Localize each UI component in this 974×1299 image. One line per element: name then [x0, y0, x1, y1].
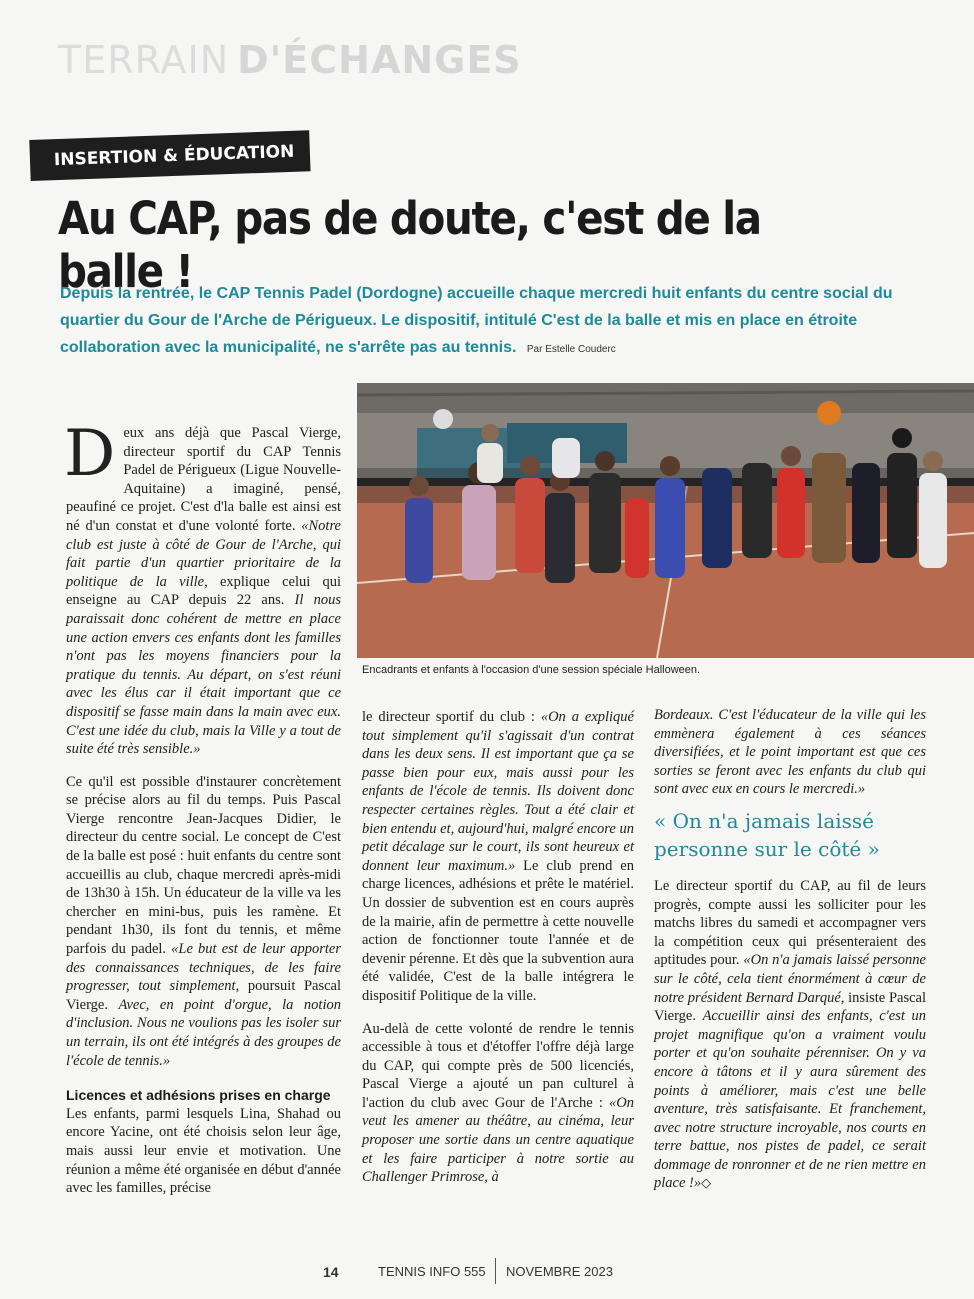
paragraph: [362, 1020, 634, 1187]
paragraph: [64, 417, 341, 759]
rubric-light: TERRAIN: [58, 38, 230, 82]
article-lead: [60, 280, 920, 363]
text-run: poursuit Pascal Vierge.: [66, 978, 341, 1013]
photo-caption: Encadrants et enfants à l'occasion d'une session spéciale Halloween.: [362, 664, 701, 676]
quote-run: Accueillir ainsi des enfants, c'est un projet magnifique qu'on a vraiment voulu porter et qu'on souhaite pérenniser. On y va encore à tâtons et il y aura sûrement des points à améliorer, mais c'est une belle aventure, très satisfaisante. Et franchement, avec notre structure incroyable, nos courts en terre battue, nos pistes de padel, ce serait dommage de ronronner et de ne rien mettre en place !»: [654, 1008, 926, 1192]
quote-run: «On a expliqué tout simplement qu'il s'agissait d'un contrat dans les deux sens. Il est important que ça se passe bien pour eux, mais aussi pour les enfants de l'école de tennis. Ils doivent donc respecter certaines règles. Tout a été clair et bien entendu et, aujourd'hui, malgré encore un petit décalage sur le court, ils sont heureux et donnent leur maximum.»: [362, 709, 634, 874]
section-rubric: [58, 38, 522, 82]
paragraph: Bordeaux. C'est l'éducateur de la ville qui les emmènera également à ces séances diversifiées, et le point important est que ces sorties se feront avec les enfants du club qui sont avec eux en cours le mercredi.»: [654, 707, 926, 798]
quote-run: «On n'a jamais laissé personne sur le côté, cela tient énormément à cœur de notre président Bernard Darqué,: [654, 952, 926, 1006]
article-column-1: [64, 417, 341, 1198]
text-run: Au-delà de cette volonté de rendre le tennis accessible à tous et d'étoffer l'offre déjà large du CAP, qui compte près de 500 licenciés, Pascal Vierge a ajouté un pan culturel à l'action du club avec Gour de l'Arche :: [362, 1020, 634, 1111]
issue-date: NOVEMBRE 2023: [506, 1264, 613, 1279]
paragraph: [362, 708, 634, 1006]
quote-run: Avec, en point d'orgue, la notion d'inclusion. Nous ne voulions pas les isoler sur un terrain, ils ont été intégrés à des groupes de l'école de tennis.»: [66, 996, 341, 1069]
photo-illustration: [357, 383, 974, 658]
paragraph: Les enfants, parmi lesquels Lina, Shahad ou encore Yacine, ont été choisis selon leur âge, mais aussi leur envie et motivation. Une réunion a même été organisée en début d'année avec les familles, précise: [66, 1105, 341, 1197]
text-run: insiste Pascal Vierge.: [654, 989, 926, 1025]
article-column-3: [654, 706, 926, 1193]
article-column-2: [362, 708, 634, 1187]
article-headline: Au CAP, pas de doute, c'est de la balle !: [58, 192, 761, 298]
paragraph: [654, 877, 926, 1193]
quote-run: «Le but est de leur apporter des connaissances techniques, de les faire progresser, tout simplement,: [66, 941, 341, 995]
magazine-name: TENNIS INFO 555: [378, 1264, 486, 1279]
drop-cap: D: [64, 417, 116, 491]
quote-run: «Notre club est juste à côté de Gour de l'Arche, qui fait partie d'un quartier prioritaire de la politique de la ville,: [66, 517, 341, 590]
rubric-bold: D'ÉCHANGES: [237, 38, 522, 82]
pull-quote: « On n'a jamais laissé personne sur le côté »: [654, 808, 880, 861]
end-mark-icon: ◇: [701, 1175, 712, 1191]
paragraph: [66, 773, 341, 1071]
footer-divider: [495, 1258, 496, 1284]
category-tag: INSERTION & ÉDUCATION: [29, 130, 311, 181]
text-run: explique celui qui enseigne au CAP depuis 22 ans.: [66, 573, 341, 609]
section-subhead: Licences et adhésions prises en charge: [66, 1087, 331, 1104]
text-run: Ce qu'il est possible d'instaurer concrètement se précise alors au fil du temps. Puis Pascal Vierge rencontre Jean-Jacques Didier, le directeur du centre social. Le concept de C'est de la balle est posé : huit enfants du centre sont accueillis au club, chaque mercredi après-midi de 13h30 à 15h. Un éducateur de la ville va les chercher en mini-bus, puis les ramène. Et pendant 1h30, ils font du tennis, et même parfois du padel.: [66, 773, 341, 958]
text-run: Le club prend en charge licences, adhésions et prête le matériel. Un dossier de subvention est en cours auprès de la mairie, afin de permettre à cette nouvelle action de fonctionner toute l'année et de devenir pérenne. Et dès que la subvention aura été validée, C'est de la balle intégrera le dispositif Politique de la ville.: [362, 857, 634, 1004]
text-run: Le directeur sportif du CAP, au fil de leurs progrès, compte aussi les solliciter pour les matchs libres du samedi et accompagner vers la compétition ceux qui présenteraient des aptitudes pour.: [654, 877, 926, 969]
article-photo: [357, 383, 974, 658]
byline: Par Estelle Couderc: [526, 344, 616, 355]
lead-text: Depuis la rentrée, le CAP Tennis Padel (Dordogne) accueille chaque mercredi huit enfants du centre social du quartier du Gour de l'Arche de Périgueux. Le dispositif, intitulé C'est de la balle et mis en place en étroite collaboration avec la municipalité, ne s'arrête pas au tennis.: [60, 285, 893, 356]
quote-run: «On veut les amener au théâtre, au cinéma, leur proposer une sortie dans un centre aquatique et les faire participer à notre sortie au Challenger Primrose, à: [362, 1094, 634, 1186]
quote-run: Il nous paraissait donc cohérent de mettre en place une action envers ces enfants dont les familles n'ont pas les moyens financiers pour la pratique du tennis. Au départ, on s'est réuni avec les élus car il était important que ce dispositif se fasse main dans la main avec eux. C'est une idée du club, mais la Ville y a tout de suite été très sensible.»: [66, 592, 341, 758]
text-run: eux ans déjà que Pascal Vierge, directeur sportif du CAP Tennis Padel de Périgueux (Ligue Nouvelle-Aquitaine) a imaginé, pensé, peaufiné ce projet. C'est d'la balle est ainsi est né d'un constat et d'une volonté forte.: [66, 425, 341, 534]
text-run: le directeur sportif du club :: [362, 709, 541, 725]
page-number: 14: [323, 1264, 339, 1280]
